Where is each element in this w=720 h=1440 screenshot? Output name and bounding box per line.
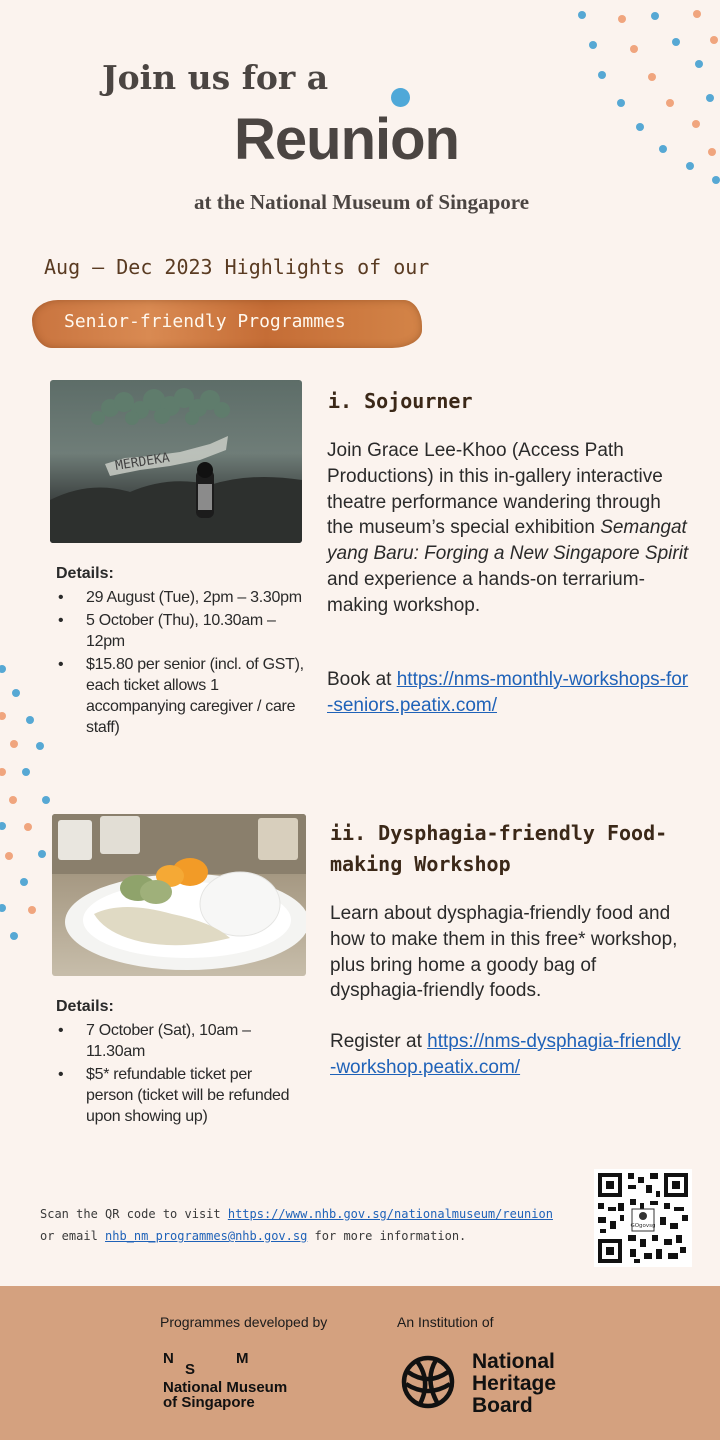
programme-title: ii. Dysphagia-friendly Food- making Workshop [330,821,668,876]
svg-text:GOgovsg: GOgovsg [630,1223,656,1229]
qr-code-icon [594,1169,692,1267]
list-item: • $5* refundable ticket per person (ticket will be refunded upon showing up) [56,1064,296,1127]
list-item: • $15.80 per senior (incl. of GST), each ticket allows 1 accompanying caregiver / care staff) [56,654,306,738]
programme-title: i. Sojourner [328,389,473,413]
contact-info: Scan the QR code to visit https://www.nhb.gov.sg/nationalmuseum/reunion or email nhb_nm_programmes@nhb.gov.sg for more information. [40,1207,553,1243]
sojourner-photo [50,380,302,543]
list-item: • 7 October (Sat), 10am – 11.30am [56,1020,296,1062]
svg-text:MERDEKA: MERDEKA [114,450,171,474]
workshop-register-link[interactable]: https://nms-dysphagia-friendly-workshop.peatix.com/ [330,1031,681,1078]
nhb-emblem-icon [398,1350,458,1410]
footer [0,1286,720,1440]
reunion-info-link[interactable]: https://www.nhb.gov.sg/nationalmuseum/reunion [227,1207,553,1221]
banner-label: Senior-friendly Programmes [64,311,346,332]
nhb-logo: National Heritage Board [398,1350,598,1416]
header-subtitle: at the National Museum of Singapore [194,190,530,214]
page-title: Reunion [234,107,459,172]
register-line: Register at https://nms-dysphagia-friendly-workshop.peatix.com/ [330,1031,681,1078]
institution-label: An Institution of [397,1314,494,1330]
booking-line: Book at https://nms-monthly-workshops-for-seniors.peatix.com/ [327,669,689,716]
dysphagia-food-photo [52,814,306,976]
programme-description: Learn about dysphagia-friendly food and how to make them in this free* workshop, plus bring home a goody bag of dysphagia-friendly foods. [330,903,678,1002]
programme-description: Join Grace Lee-Khoo (Access Path Productions) in this in-gallery interactive theatre performance wandering through the museum’s special exhibition Semangat yang Baru: Forging a New Singapore Spirit and experience a hands-on terrarium-making workshop. [327,440,689,616]
list-item: • 29 August (Tue), 2pm – 3.30pm [56,587,306,608]
accent-dot [391,88,410,107]
highlights-heading: Aug – Dec 2023 Highlights of our [44,255,430,279]
nms-logo: N M S National Museum of Singapore [163,1350,288,1411]
sojourner-details-list [56,587,306,740]
header-intro: Join us for a [102,58,329,97]
developed-by-label: Programmes developed by [160,1314,328,1330]
details-heading: Details: [56,565,114,582]
workshop-details-list [56,1020,296,1129]
details-heading: Details: [56,998,114,1015]
email-link[interactable]: nhb_nm_programmes@nhb.gov.sg [105,1229,308,1243]
sojourner-illustration [50,380,302,543]
list-item: • 5 October (Thu), 10.30am – 12pm [56,610,306,652]
sojourner-booking-link[interactable]: https://nms-monthly-workshops-for-seniors.peatix.com/ [327,669,689,716]
food-plate-illustration [52,814,306,976]
qr-code[interactable] [594,1169,692,1267]
